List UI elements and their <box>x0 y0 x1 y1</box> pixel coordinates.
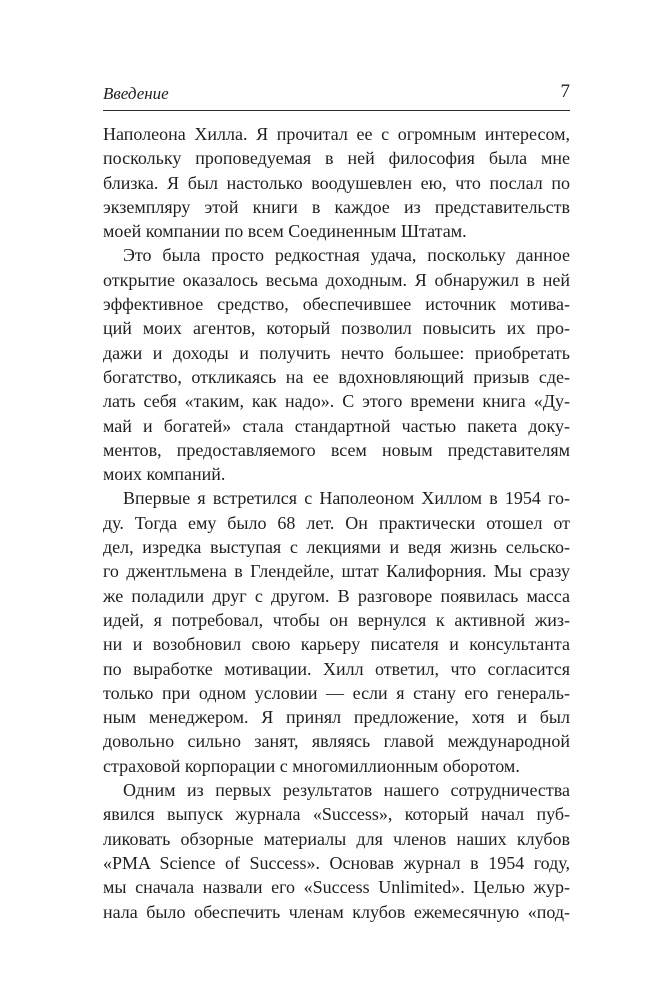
text-line: «PMA Science of Success». Основав журнал в 1954 году, <box>103 852 570 873</box>
text-line: ным менеджером. Я принял предложение, хотя и был <box>103 707 570 728</box>
text-line: мы сначала назвали его «Success Unlimited». Целью жур- <box>103 877 570 898</box>
running-head: Введение <box>103 84 169 103</box>
text-line: довольно сильно занят, являясь главой международной <box>103 731 570 752</box>
text-line: же поладили друг с другом. В разговоре появилась масса <box>103 585 570 606</box>
paragraph-2 <box>103 243 570 486</box>
text-line: идей, я потребовал, чтобы он вернулся к активной жиз- <box>103 609 570 630</box>
text-line: дел, изредка выступая с лекциями и ведя жизнь сельско- <box>103 537 570 558</box>
text-line: ликовать обзорные материалы для членов наших клубов <box>103 828 570 849</box>
text-line: только при одном условии — если я стану его генераль- <box>103 682 570 703</box>
text-line: май и богатей» стала стандартной частью пакета доку- <box>103 415 570 436</box>
paragraph-4 <box>103 778 570 924</box>
text-line: дажи и доходы и получить нечто большее: приобретать <box>103 342 570 363</box>
page-header <box>103 80 570 106</box>
text-line: открытие оказалось весьма доходным. Я обнаружил в ней <box>103 269 570 290</box>
text-line: Наполеона Хилла. Я прочитал ее с огромным интересом, <box>103 124 570 144</box>
text-line: лать себя «таким, как надо». С этого времени книга «Ду- <box>103 391 570 412</box>
body-text <box>103 122 570 924</box>
text-line: моей компании по всем Соединенным Штатам. <box>103 221 467 242</box>
text-line: богатство, откликаясь на ее вдохновляющий призыв сде- <box>103 366 570 387</box>
text-line: моих компаний. <box>103 464 226 485</box>
text-line: страховой корпорации с многомиллионным оборотом. <box>103 755 520 776</box>
page-number: 7 <box>560 81 570 102</box>
text-line: ций моих агентов, который позволил повысить их про- <box>103 318 570 339</box>
paragraph-3 <box>103 486 570 778</box>
text-line: Это была просто редкостная удача, поскольку данное <box>123 245 570 266</box>
text-line: экземпляру этой книги в каждое из представительств <box>103 196 570 217</box>
text-line: явился выпуск журнала «Success», который начал пуб- <box>103 804 570 825</box>
text-line: по выработке мотивации. Хилл ответил, что согласится <box>103 658 570 679</box>
text-line: ни и возобновил свою карьеру писателя и консультанта <box>103 634 570 655</box>
text-line: ду. Тогда ему было 68 лет. Он практически отошел от <box>103 512 570 533</box>
paragraph-1 <box>103 122 570 243</box>
text-line: Одним из первых результатов нашего сотрудничества <box>123 780 570 801</box>
text-line: нала было обеспечить членам клубов ежемесячную «под- <box>103 901 570 922</box>
text-line: Впервые я встретился с Наполеоном Хиллом в 1954 го- <box>123 488 570 509</box>
text-line: близка. Я был настолько воодушевлен ею, что послал по <box>103 172 570 193</box>
text-line: го джентльмена в Глендейле, штат Калифорния. Мы сразу <box>103 561 570 582</box>
text-line: эффективное средство, обеспечившее источник мотива- <box>103 294 570 315</box>
text-line: ментов, предоставляемого всем новым представителям <box>103 439 570 460</box>
text-line: поскольку проповедуемая в ней философия была мне <box>103 148 570 169</box>
header-rule <box>103 110 570 111</box>
